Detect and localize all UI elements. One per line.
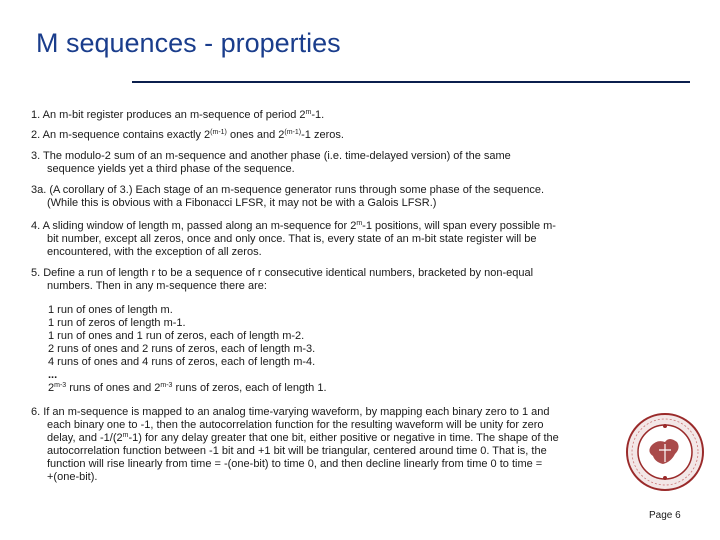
page-number: Page 6 bbox=[649, 510, 681, 521]
property-4-line-2: bit number, except all zeros, once and only once. That is, every state of an m-bit state register will be bbox=[47, 233, 537, 245]
university-seal-icon bbox=[625, 412, 705, 492]
property-1-line: 1. An m-bit register produces an m-sequence of period 2$^m$-1. bbox=[31, 109, 325, 121]
property-6 bbox=[31, 406, 616, 484]
property-6-line-2: each binary one to -1, then the autocorrelation function for the resulting waveform will be unity for zero bbox=[47, 419, 544, 431]
property-4-line-3: encountered, with the exception of all zeros. bbox=[47, 246, 262, 258]
property-2-line: 2. An m-sequence contains exactly 2$^{(m-1)}$ ones and 2$^{(m-1)}$-1 zeros. bbox=[31, 129, 344, 141]
property-3-line-1: 3. The modulo-2 sum of an m-sequence and another phase (i.e. time-delayed version) of the same bbox=[31, 150, 511, 162]
property-6-line-1: 6. If an m-sequence is mapped to an analog time-varying waveform, by mapping each binary zero to 1 and bbox=[31, 406, 550, 418]
run-item-last: 2$^{m-3}$ runs of ones and 2$^{m-3}$ runs of zeros, each of length 1. bbox=[48, 382, 327, 394]
run-item: 1 run of ones of length m. bbox=[48, 304, 173, 316]
run-list bbox=[31, 304, 616, 395]
property-4-line-1: 4. A sliding window of length m, passed along an m-sequence for 2$^m$-1 positions, will span every possible m- bbox=[31, 220, 556, 232]
title-underline bbox=[132, 81, 690, 83]
property-6-line-6: +(one-bit). bbox=[47, 471, 98, 483]
property-4 bbox=[31, 220, 616, 259]
property-3a-line-1: 3a. (A corollary of 3.) Each stage of an m-sequence generator runs through some phase of the sequence. bbox=[31, 184, 545, 196]
property-5 bbox=[31, 267, 616, 293]
property-6-line-4: autocorrelation function between -1 bit and +1 bit will be triangular, centered around time 0. That is, the bbox=[47, 445, 547, 457]
run-item: 1 run of ones and 1 run of zeros, each of length m-2. bbox=[48, 330, 305, 342]
run-item: 4 runs of ones and 4 runs of zeros, each of length m-4. bbox=[48, 356, 316, 368]
run-ellipsis: ... bbox=[48, 369, 58, 381]
property-1 bbox=[31, 109, 616, 122]
property-6-line-5: function will rise linearly from time = -(one-bit) to time 0, and then decline linearly from time 0 to time = bbox=[47, 458, 543, 470]
run-item: 2 runs of ones and 2 runs of zeros, each of length m-3. bbox=[48, 343, 316, 355]
property-5-line-2: numbers. Then in any m-sequence there are: bbox=[47, 280, 267, 292]
property-2 bbox=[31, 129, 616, 142]
property-3a-line-2: (While this is obvious with a Fibonacci LFSR, it may not be with a Galois LFSR.) bbox=[47, 197, 437, 209]
run-item: 1 run of zeros of length m-1. bbox=[48, 317, 186, 329]
slide-title: M sequences - properties bbox=[36, 28, 341, 58]
property-3 bbox=[31, 150, 616, 176]
property-5-line-1: 5. Define a run of length r to be a sequence of r consecutive identical numbers, bracketed by non-equal bbox=[31, 267, 534, 279]
property-6-line-3: delay, and -1/(2$^m$-1) for any delay greater that one bit, either positive or negative in time. The shape of the bbox=[47, 432, 559, 444]
property-3-line-2: sequence yields yet a third phase of the sequence. bbox=[47, 163, 295, 175]
property-3a bbox=[31, 184, 616, 210]
